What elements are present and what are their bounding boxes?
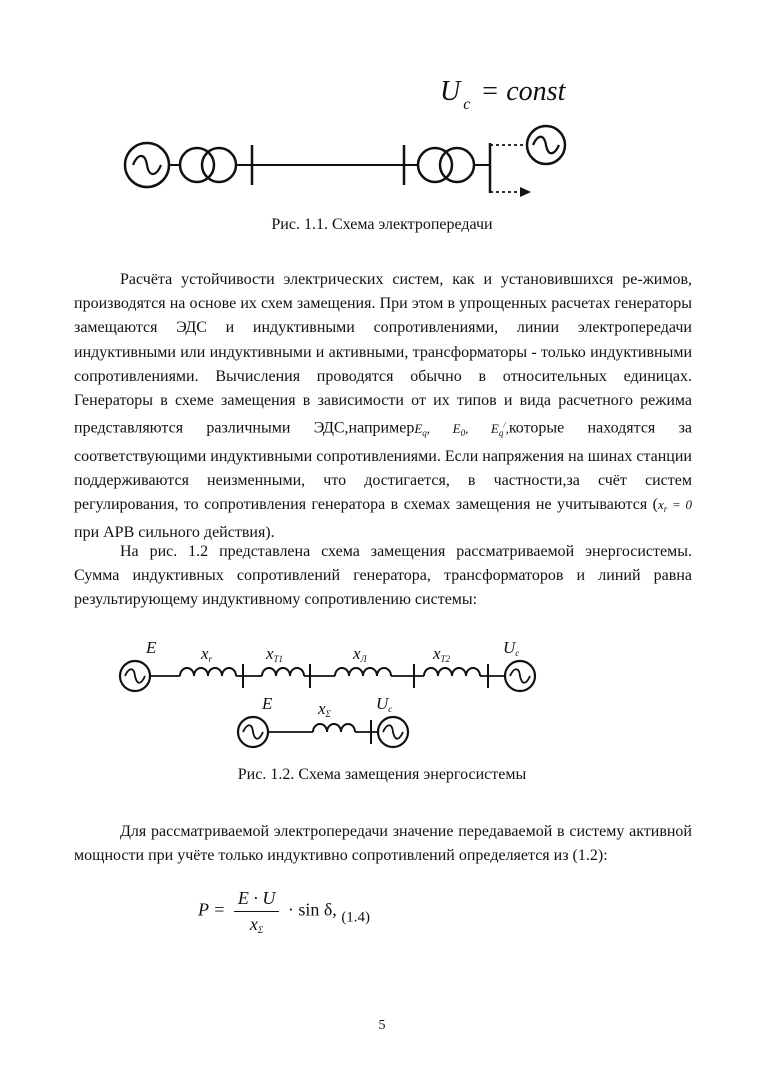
figure-1-2-diagram [0, 620, 764, 760]
arrow-head-icon [520, 187, 531, 197]
label-xT1: $x_{T1}$ [266, 644, 284, 664]
label-xsum: $x_\Sigma$ [318, 699, 331, 719]
formula-number: (1.4) [341, 909, 371, 926]
label-E-top: E [146, 638, 157, 657]
paragraph-1-part-1: Расчёта устойчивости электрических систем, как и установившихся ре-жимов, производятся на основе их схем замещения. При этом в упрощенных расчетах генераторы замещаются ЭДС и индуктивными сопротивлениями, линии электропередачи индуктивными или индуктивными и активными, трансформаторы - только индуктивными сопротивлениями. Вычисления проводятся обычно в относительных единицах. Генераторы в схеме замещения в зависимости от их типов и вида расчетного режима представляются различными ЭДС,например [74, 271, 692, 437]
paragraph-3 [74, 820, 692, 868]
label-U: U [440, 76, 461, 107]
transformer-2-coil-b [440, 148, 474, 182]
paragraph-2-text: На рис. 1.2 представлена схема замещения рассматриваемой энергосистемы. Сумма индуктивных сопротивлений генератора, трансформаторов и линий равна результирующему индуктивному сопротивлению системы: [74, 543, 692, 609]
sine-wave-icon [243, 725, 263, 739]
paragraph-2 [74, 540, 692, 613]
formula-lhs: P = [198, 899, 226, 920]
paragraph-1-part-2: которые находятся за соответствующими индуктивными сопротивлениями. Если напряжения на шинах станции поддерживаются неизменными, что достигается, в частности,за счёт систем регулирования, то сопротивления генератора в схемах замещения не учитываются ( [74, 419, 693, 514]
emf-list: $E_q$, $E_0$, $E_q^/$, [414, 420, 509, 438]
paragraph-1-part-3: при АРВ сильного действия). [74, 524, 275, 542]
formula-rhs: · sin δ, [287, 899, 337, 920]
label-E-bottom: E [262, 694, 273, 713]
label-xT2: $x_{T2}$ [433, 644, 451, 664]
label-U-sub: c [463, 96, 471, 113]
transformer-2-coil-a [418, 148, 452, 182]
page-number: 5 [378, 1018, 386, 1033]
formula-numerator: E · U [234, 888, 280, 912]
label-xr: $x_r$ [201, 644, 213, 664]
xr-expression: $x_r = 0$ [658, 497, 693, 515]
label-const: = const [480, 76, 566, 107]
label-xL: $x_Л$ [353, 644, 367, 664]
sine-wave-icon [125, 669, 145, 683]
figure-1-2-caption: Рис. 1.2. Схема замещения энергосистемы [237, 766, 527, 783]
formula-fraction [234, 888, 280, 935]
inductor-xT1 [262, 668, 304, 676]
paragraph-3-text: Для рассматриваемой электропередачи значение передаваемой в систему активной мощности при учёте только индуктивно сопротивлений определяется из (1.2): [74, 823, 692, 865]
sine-wave-icon [383, 725, 403, 739]
sine-wave-icon [133, 156, 161, 174]
label-Uc-top: $U_c$ [503, 638, 520, 658]
paragraph-1 [74, 268, 692, 546]
figure-1-1-label [440, 76, 565, 114]
figure-1-1-caption: Рис. 1.1. Схема электропередачи [271, 216, 493, 233]
formula-denominator: $x_\Sigma$ [249, 914, 264, 935]
inductor-xsum [313, 724, 355, 732]
transformer-1-coil-a [180, 148, 214, 182]
transformer-1-coil-b [202, 148, 236, 182]
formula-1-4 [198, 888, 370, 935]
inductor-xr [180, 668, 236, 676]
label-Uc-bottom: $U_c$ [376, 694, 393, 714]
sine-wave-icon [510, 669, 530, 683]
inductor-xL [335, 668, 391, 676]
sine-wave-icon [533, 137, 559, 154]
inductor-xT2 [424, 668, 480, 676]
